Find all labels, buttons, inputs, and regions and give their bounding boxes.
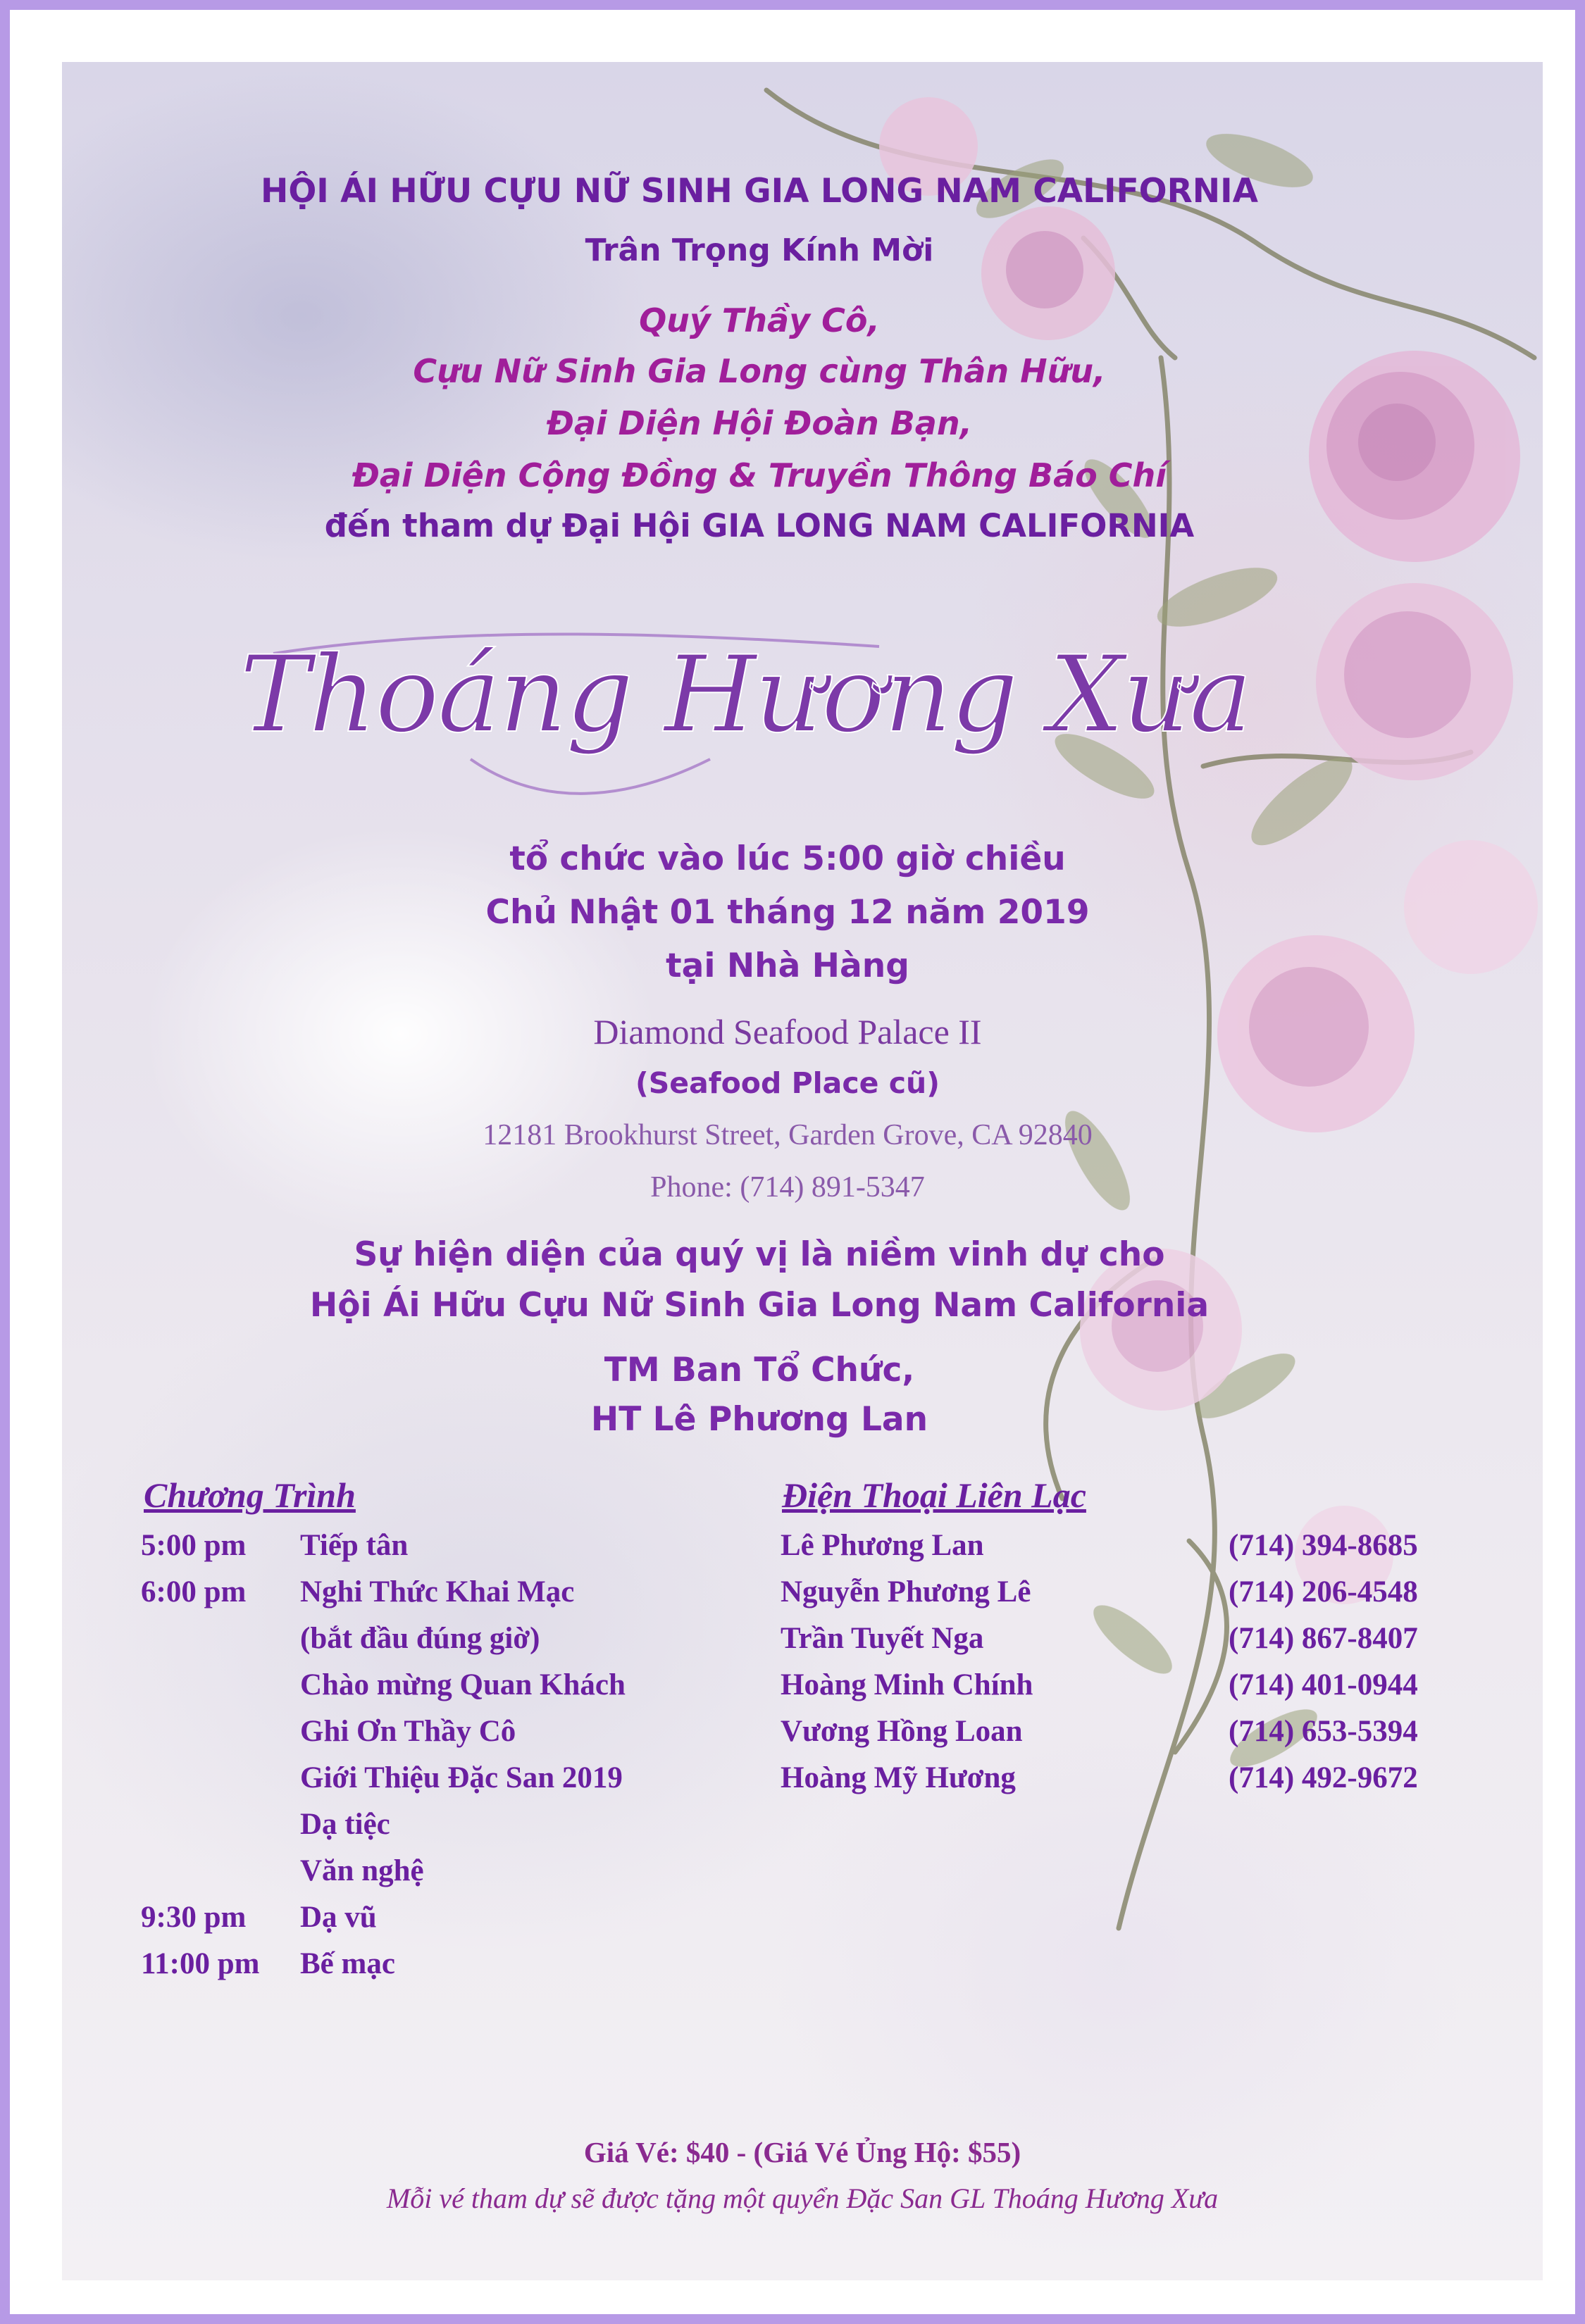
- program-activity: Chào mừng Quan Khách: [300, 1668, 626, 1701]
- attend-line: đến tham dự Đại Hội GIA LONG NAM CALIFORNIA: [324, 507, 1195, 544]
- ticket-note: Mỗi vé tham dự sẽ được tặng một quyển Đặc San GL Thoáng Hương Xưa: [386, 2182, 1219, 2214]
- program-activity: Nghi Thức Khai Mạc: [300, 1575, 575, 1608]
- program-activity: Bế mạc: [300, 1947, 395, 1980]
- event-title: [175, 597, 1316, 808]
- program-activity: Dạ vũ: [300, 1901, 377, 1934]
- program-time: 9:30 pm: [141, 1901, 247, 1934]
- signature-line: TM Ban Tổ Chức,: [604, 1351, 915, 1389]
- contact-phone: (714) 492-9672: [1229, 1761, 1418, 1794]
- program-time: 11:00 pm: [141, 1947, 260, 1980]
- event-title-text: Thoáng Hương Xưa: [240, 634, 1251, 756]
- venue-name: Diamond Seafood Palace II: [593, 1012, 982, 1051]
- program-activity: Dạ tiệc: [300, 1808, 390, 1841]
- guest-line: Quý Thầy Cô,: [639, 301, 880, 339]
- program-item: [141, 1947, 626, 1993]
- guest-line: Đại Diện Hội Đoàn Bạn,: [546, 404, 973, 442]
- contact-item: [781, 1714, 1418, 1761]
- contact-name: Nguyễn Phương Lê: [781, 1575, 1031, 1608]
- program-item: [141, 1668, 626, 1714]
- contact-phone: (714) 653-5394: [1229, 1715, 1418, 1748]
- program-item: [141, 1854, 626, 1900]
- contact-name: Trần Tuyết Nga: [781, 1622, 984, 1655]
- contact-item: [781, 1668, 1418, 1714]
- honor-line: Hội Ái Hữu Cựu Nữ Sinh Gia Long Nam California: [309, 1286, 1210, 1325]
- venue-address: 12181 Brookhurst Street, Garden Grove, CA 92840: [483, 1119, 1093, 1151]
- organization-name: HỘI ÁI HỮU CỰU NỮ SINH GIA LONG NAM CALIFORNIA: [260, 172, 1258, 211]
- contact-phone: (714) 401-0944: [1229, 1668, 1418, 1701]
- invitation-card: [62, 62, 1543, 2280]
- program-item: [141, 1761, 626, 1807]
- guest-line: Đại Diện Cộng Đồng & Truyền Thông Báo Chí: [352, 456, 1167, 494]
- program-heading: Chương Trình: [144, 1475, 356, 1515]
- signature-line: HT Lê Phương Lan: [590, 1400, 928, 1439]
- contact-name: Hoàng Minh Chính: [781, 1668, 1033, 1701]
- invitation-line: Trân Trọng Kính Mời: [585, 232, 934, 268]
- program-item: [141, 1714, 626, 1761]
- contacts-list: [781, 1528, 1418, 1807]
- program-item: [141, 1900, 626, 1947]
- contact-item: [781, 1575, 1418, 1621]
- contact-item: [781, 1528, 1418, 1575]
- program-item: [141, 1621, 626, 1668]
- contact-name: Hoàng Mỹ Hương: [781, 1761, 1016, 1794]
- program-activity: Ghi Ơn Thầy Cô: [300, 1715, 516, 1748]
- guest-line: Cựu Nữ Sinh Gia Long cùng Thân Hữu,: [413, 352, 1106, 390]
- contact-item: [781, 1761, 1418, 1807]
- contacts-heading: Điện Thoại Liên Lạc: [782, 1475, 1086, 1515]
- event-time: tổ chức vào lúc 5:00 giờ chiều: [509, 839, 1066, 878]
- program-activity: Giới Thiệu Đặc San 2019: [300, 1761, 623, 1794]
- program-time: 6:00 pm: [141, 1575, 247, 1608]
- program-item: [141, 1575, 626, 1621]
- program-time: 5:00 pm: [141, 1529, 247, 1562]
- venue-former-name: (Seafood Place cũ): [635, 1066, 940, 1100]
- program-list: [141, 1528, 626, 1993]
- contact-phone: (714) 206-4548: [1229, 1575, 1418, 1608]
- ticket-price: Giá Vé: $40 - (Giá Vé Ủng Hộ: $55): [583, 2136, 1021, 2168]
- venue-phone: Phone: (714) 891-5347: [650, 1171, 925, 1204]
- honor-line: Sự hiện diện của quý vị là niềm vinh dự cho: [354, 1235, 1165, 1274]
- contact-name: Vương Hồng Loan: [781, 1715, 1023, 1748]
- contact-phone: (714) 394-8685: [1229, 1529, 1418, 1562]
- program-activity: Văn nghệ: [300, 1854, 424, 1887]
- contact-item: [781, 1621, 1418, 1668]
- program-item: [141, 1528, 626, 1575]
- event-date: Chủ Nhật 01 tháng 12 năm 2019: [485, 893, 1090, 932]
- event-place-label: tại Nhà Hàng: [666, 947, 909, 985]
- program-activity: (bắt đầu đúng giờ): [300, 1622, 540, 1655]
- contact-name: Lê Phương Lan: [781, 1529, 984, 1562]
- program-item: [141, 1807, 626, 1854]
- program-activity: Tiếp tân: [300, 1529, 409, 1562]
- contact-phone: (714) 867-8407: [1229, 1622, 1418, 1655]
